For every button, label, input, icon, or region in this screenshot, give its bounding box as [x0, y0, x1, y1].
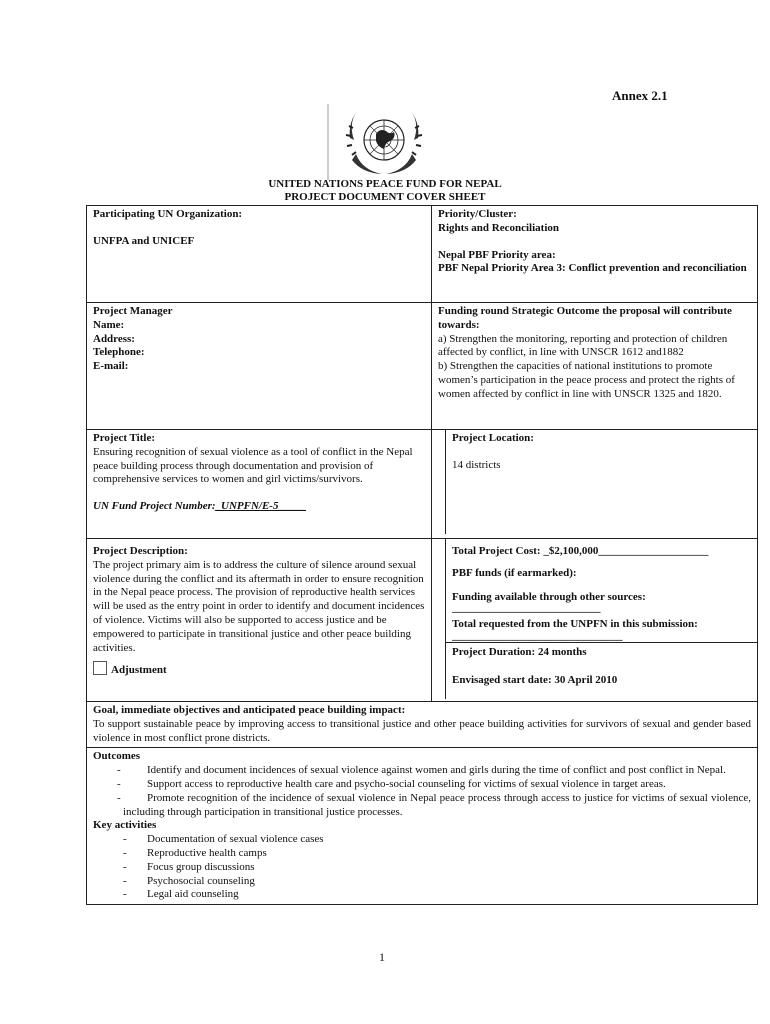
manager-cell: [87, 303, 432, 430]
cover-sheet-table: [86, 205, 758, 905]
location-cell: [432, 430, 758, 539]
fund-number-label: UN Fund Project Number:: [93, 500, 216, 513]
un-emblem-icon: [326, 104, 442, 180]
row-organization-priority: [87, 206, 758, 303]
manager-address-label: Address:: [93, 332, 135, 345]
row-description-costs: [87, 539, 758, 702]
adjustment-option[interactable]: [93, 661, 425, 678]
total-requested-label: Total requested from the UNPFN in this submission:: [452, 618, 698, 631]
annex-label: Annex 2.1: [612, 88, 668, 103]
description-cell: [87, 539, 432, 702]
priority-area-value: PBF Nepal Priority Area 3: Conflict prevention and reconciliation: [438, 262, 747, 275]
outcome-item: - Promote recognition of the incidence of sexual violence in Nepal peace process through access to justice for victims of sexual violence, including through participation in transitional justice processes.: [93, 792, 751, 820]
other-sources-line: ___________________________: [452, 602, 601, 615]
activity-item: - Documentation of sexual violence cases: [93, 833, 751, 847]
goal-text: To support sustainable peace by improving access to transitional justice and other peace building activities for survivors of sexual and gender based violence in most conflict prone districts.: [93, 717, 751, 744]
funding-round-outcome-a: a) Strengthen the monitoring, reporting and protection of children affected by conflict, in line with UNSCR 1612 and1882: [438, 332, 728, 359]
activity-item: - Focus group discussions: [93, 861, 751, 875]
title-cell: [87, 430, 432, 539]
org-label: Participating UN Organization:: [93, 208, 243, 220]
pbf-funds: PBF funds (if earmarked):: [452, 566, 577, 579]
priority-cell: [432, 206, 758, 303]
manager-telephone-label: Telephone:: [93, 346, 145, 359]
outcomes-cell: [87, 748, 758, 905]
funding-round-label: Funding round Strategic Outcome the proposal will contribute towards:: [438, 305, 732, 331]
cover-sheet-title: PROJECT DOCUMENT COVER SHEET: [284, 191, 486, 203]
outcomes-label: Outcomes: [93, 750, 141, 763]
row-title-location: [87, 430, 758, 539]
activity-item: - Reproductive health camps: [93, 847, 751, 861]
funding-round-cell: [432, 303, 758, 430]
manager-name-label: Name:: [93, 318, 125, 331]
row-manager-funding: [87, 303, 758, 430]
project-duration: Project Duration: 24 months: [452, 646, 587, 659]
adjustment-label: Adjustment: [111, 664, 167, 677]
org-cell: [87, 206, 432, 303]
org-value: UNFPA and UNICEF: [93, 234, 195, 247]
activity-item: - Legal aid counseling: [93, 888, 751, 902]
description-label: Project Description:: [93, 545, 188, 557]
costs-cell: [432, 539, 758, 702]
row-outcomes-activities: [87, 748, 758, 905]
activities-label: Key activities: [93, 819, 157, 832]
priority-value: Rights and Reconciliation: [438, 221, 560, 234]
page-number: 1: [379, 950, 385, 964]
outcome-item: - Identify and document incidences of sexual violence against women and girls during the time of conflict and post conflict in Nepal.: [93, 764, 751, 778]
funding-round-outcome-b: b) Strengthen the capacities of national institutions to promote women’s participation in the peace process and protect the rights of women affected by conflict in line with UNSCR 1325 and 1820.: [438, 360, 735, 400]
outcomes-list: [93, 764, 751, 819]
checkbox-icon[interactable]: [93, 661, 107, 675]
priority-area-label: Nepal PBF Priority area:: [438, 248, 556, 261]
priority-label: Priority/Cluster:: [438, 208, 517, 220]
fund-number-value: _UNPFN/E-5_____: [215, 500, 306, 513]
activity-item: - Psychosocial counseling: [93, 875, 751, 889]
outcome-item: - Support access to reproductive health care and psycho-social counseling for victims of sexual violence in target areas.: [93, 778, 751, 792]
project-title-label: Project Title:: [93, 432, 156, 444]
project-location-label: Project Location:: [452, 432, 534, 444]
total-cost: Total Project Cost: _$2,100,000____________________: [452, 545, 709, 557]
goal-label: Goal, immediate objectives and anticipated peace building impact:: [93, 704, 406, 716]
total-requested-line: _______________________________: [452, 630, 623, 643]
start-date: Envisaged start date: 30 April 2010: [452, 673, 618, 686]
project-location-value: 14 districts: [452, 458, 501, 471]
row-goal: [87, 702, 758, 748]
fund-title: UNITED NATIONS PEACE FUND FOR NEPAL: [268, 178, 502, 190]
manager-label: Project Manager: [93, 305, 173, 317]
manager-email-label: E-mail:: [93, 360, 129, 373]
activities-list: [93, 833, 751, 902]
goal-cell: [87, 702, 758, 748]
other-sources-label: Funding available through other sources:: [452, 590, 646, 603]
project-title-text: Ensuring recognition of sexual violence as a tool of conflict in the Nepal peace building process through documentation and provision of comprehensive services to women and girl victims/survivors.: [93, 445, 413, 486]
description-text: The project primary aim is to address the culture of silence around sexual violence during the conflict and its aftermath in order to ensure recognition in the Nepal peace process. The provision of reproductive health services will be used as the entry point in order to identify and document incidences of violence. Victims will also be supported to access justice and be empowered to participate in transitional justice and other peace building activities.: [93, 558, 425, 654]
fund-number-line: [93, 500, 425, 514]
